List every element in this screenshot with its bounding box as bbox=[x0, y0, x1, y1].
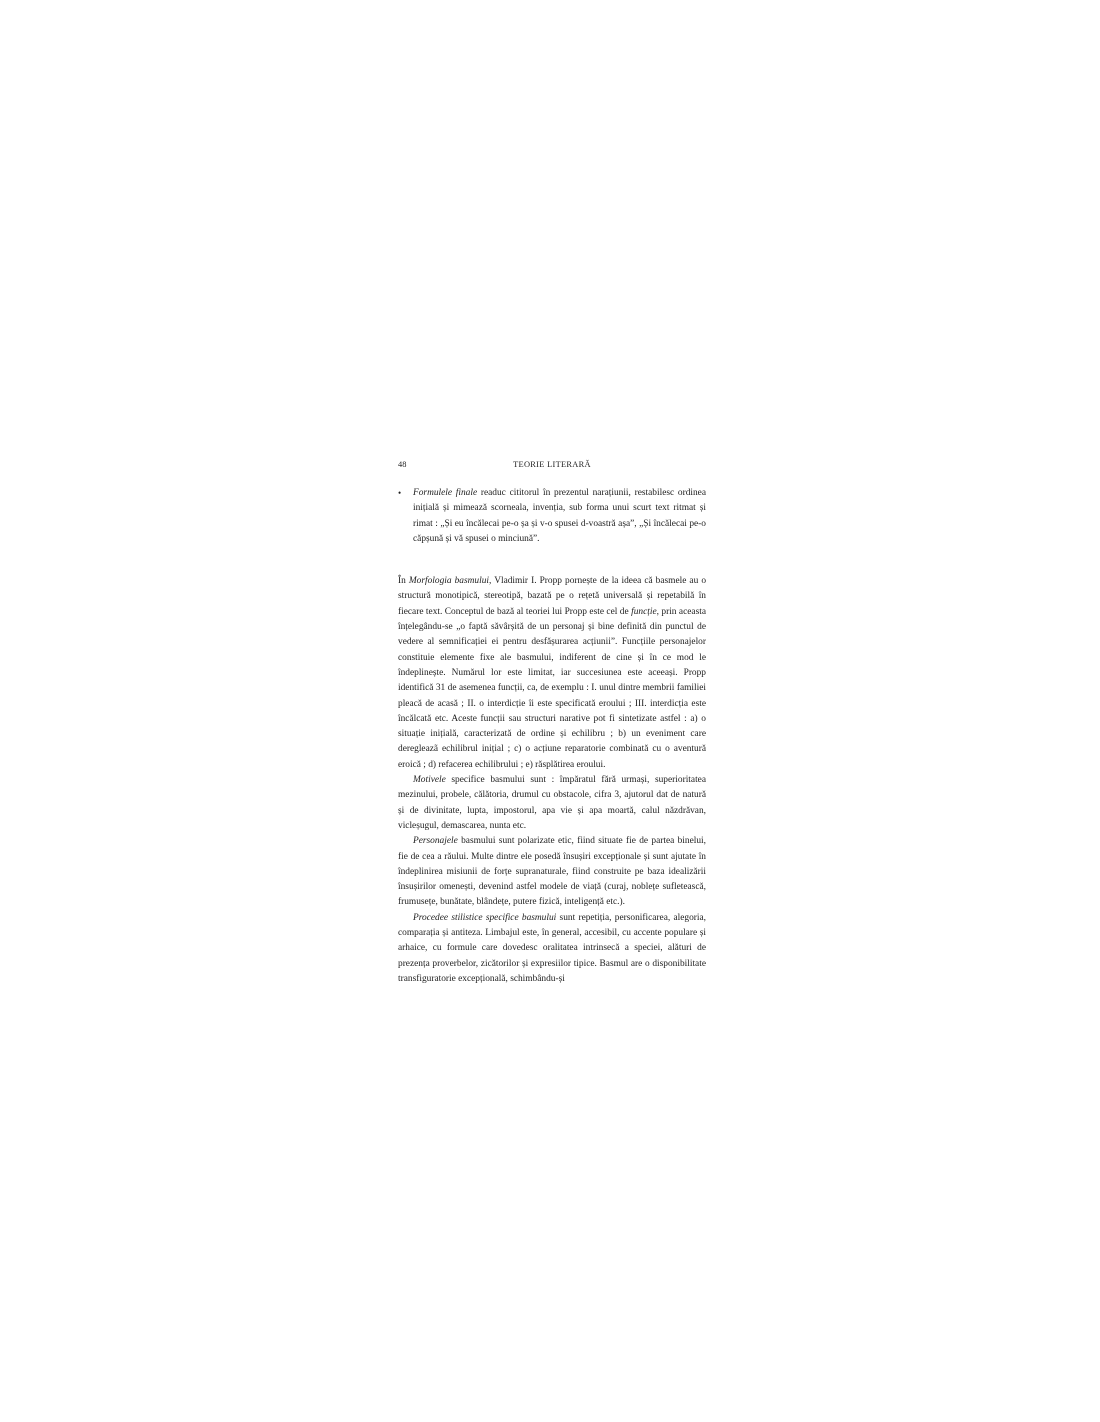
paragraph-morphology bbox=[398, 574, 706, 773]
bullet-term: Formulele finale bbox=[413, 488, 478, 498]
term-characters: Personajele bbox=[413, 836, 458, 847]
page-number: 48 bbox=[398, 460, 407, 469]
book-page bbox=[398, 458, 706, 987]
term-function: funcție bbox=[631, 606, 657, 617]
paragraph-text: basmului sunt polarizate etic, fiind situate fie de partea binelui, fie de cea a răului. Multe dintre ele posedă însușiri excepționale și sunt ajutate în îndeplinirea misiunii de forțe supranaturale, fiind construite pe baza idealizării însușirilor omenești, devenind astfel modele de viață (curaj, noblețe sufletească, frumusețe, bunătate, blândețe, putere fizică, inteligență etc.). bbox=[398, 836, 706, 908]
bullet-icon: • bbox=[398, 488, 402, 498]
bullet-text: readuc cititorul în prezentul narațiunii, restabilesc ordinea inițială și mimează scorneala, invenția, sub forma unui scurt text ritmat și rimat : „Și eu încălecai pe-o șa și v-o spusei d-voastră așa”, „Și încălecai pe-o căpșună și vă spusei o minciună”. bbox=[413, 488, 707, 544]
paragraph-text: sunt repetiția, personificarea, alegoria, comparația și antiteza. Limbajul este, în general, accesibil, cu accente populare și arhaice, cu formule care dovedesc oralitatea intrinsecă a speciei, alături de prezența proverbelor, zicătorilor și expresiilor tipice. Basmul are o disponibilitate transfiguratorie excepțională, schimbându-și bbox=[398, 912, 707, 984]
term-motifs: Motivele bbox=[413, 775, 446, 786]
paragraph-motifs bbox=[398, 773, 706, 834]
running-title: TEORIE LITERARĂ bbox=[513, 460, 591, 469]
paragraph-text: , prin aceasta înțelegându-se „o faptă săvârșită de un personaj și bine definită din punctul de vedere al semnificației ei pentru desfășurarea acțiunii”. Funcțiile personajelor constituie elemente fixe ale basmului, indiferent de cine și în ce mod le îndeplinește. Numărul lor este limitat, iar succesiunea este aceeași. Propp identifică 31 de asemenea funcții, ca, de exemplu : I. unul dintre membrii familiei pleacă de acasă ; II. o interdicție îi este specificată eroului ; III. interdicția este încălcată etc. Aceste funcții sau structuri narative pot fi sintetizate astfel : a) o situație inițială, caracterizată de ordine și echilibru ; b) un eveniment care deregleazã echilibrul inițial ; c) o acțiune reparatorie combinată cu o aventură eroică ; d) refacerea echilibrului ; e) răsplătirea eroului. bbox=[398, 606, 706, 770]
paragraph-characters bbox=[398, 834, 706, 910]
page-header bbox=[398, 458, 706, 472]
bullet-item-final-formulas bbox=[398, 486, 706, 547]
term-stylistic-devices: Procedee stilistice specifice basmului bbox=[413, 912, 557, 923]
paragraph-stylistic-devices bbox=[398, 911, 706, 987]
paragraph-text: specifice basmului sunt : împăratul fără urmași, superioritatea mezinului, probele, călătoria, drumul cu obstacole, cifra 3, ajutorul dat de natură și de divinitate, lupta, impostorul, apa vie și apa moartă, calul năzdrăvan, vicleșugul, demascarea, nunta etc. bbox=[398, 775, 706, 831]
paragraph-text: , Vladimir I. Propp pornește de la ideea că basmele au o structură monotipică, stereotipă, bazată pe o rețetă universală și repetabilă în fiecare text. Conceptul de bază al teoriei lui Propp este cel de bbox=[398, 576, 707, 617]
book-title: Morfologia basmului bbox=[408, 576, 489, 587]
paragraph-text: În bbox=[398, 576, 409, 587]
